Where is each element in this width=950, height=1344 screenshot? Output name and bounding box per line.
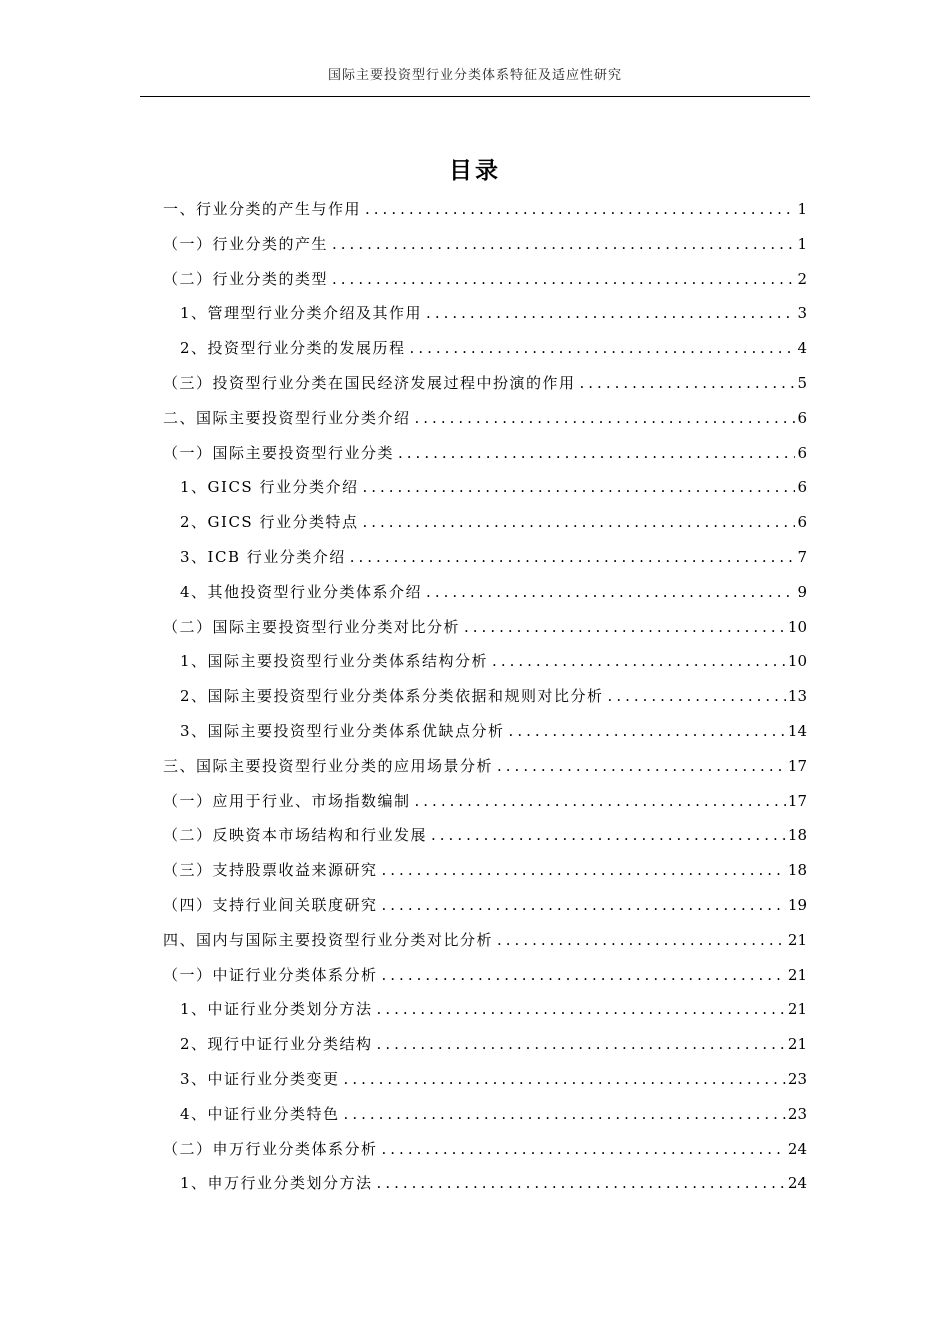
toc-entry[interactable] <box>163 401 807 436</box>
toc-dot-leader <box>382 1132 786 1167</box>
toc-page-number: 24 <box>787 1139 807 1158</box>
toc-entry-text: 3、中证行业分类变更 <box>180 1069 340 1088</box>
toc-entry[interactable] <box>163 331 807 366</box>
toc-entry[interactable] <box>163 958 807 993</box>
toc-dot-leader <box>350 540 796 575</box>
toc-page-number: 9 <box>797 582 807 601</box>
toc-page-number: 1 <box>797 200 807 218</box>
toc-entry[interactable] <box>163 366 807 401</box>
toc-entry[interactable] <box>163 505 807 540</box>
toc-entry[interactable] <box>163 644 807 679</box>
toc-page-number: 6 <box>797 478 807 497</box>
toc-dot-leader <box>580 366 796 401</box>
toc-dot-leader <box>497 749 786 784</box>
toc-dot-leader <box>362 470 795 505</box>
toc-entry-text: （三）投资型行业分类在国民经济发展过程中扮演的作用 <box>163 373 576 392</box>
toc-entry[interactable] <box>163 749 807 784</box>
toc-entry-text: 2、投资型行业分类的发展历程 <box>180 339 406 358</box>
toc-entry-text: 4、中证行业分类特色 <box>180 1104 340 1123</box>
toc-page-number: 17 <box>787 791 807 810</box>
toc-entry-text: 一、行业分类的产生与作用 <box>163 200 362 218</box>
toc-dot-leader <box>426 575 795 610</box>
toc-dot-leader <box>431 818 786 853</box>
toc-page-number: 14 <box>787 721 807 740</box>
toc-entry[interactable] <box>163 853 807 888</box>
toc-dot-leader <box>365 192 795 227</box>
toc-dot-leader <box>344 1097 786 1132</box>
toc-entry[interactable] <box>163 818 807 853</box>
toc-entry-text: 4、其他投资型行业分类体系介绍 <box>180 582 423 601</box>
toc-dot-leader <box>492 644 786 679</box>
toc-entry-text: （二）反映资本市场结构和行业发展 <box>163 826 428 845</box>
toc-page-number: 6 <box>797 443 807 462</box>
toc-entry[interactable] <box>163 784 807 819</box>
toc-entry-text: 1、申万行业分类划分方法 <box>180 1174 373 1193</box>
toc-page-number: 23 <box>787 1104 807 1123</box>
toc-dot-leader <box>410 331 796 366</box>
toc-entry-text: 1、国际主要投资型行业分类体系结构分析 <box>180 652 489 671</box>
toc-entry-text: （四）支持行业间关联度研究 <box>163 895 378 914</box>
toc-page-number: 21 <box>787 930 807 949</box>
toc-entry-text: 1、中证行业分类划分方法 <box>180 1000 373 1019</box>
toc-entry-text: （二）申万行业分类体系分析 <box>163 1139 378 1158</box>
toc-entry[interactable] <box>163 610 807 645</box>
toc-dot-leader <box>382 888 786 923</box>
toc-entry-text: 1、GICS 行业分类介绍 <box>180 478 359 497</box>
toc-dot-leader <box>344 1062 786 1097</box>
toc-dot-leader <box>332 262 795 297</box>
toc-entry[interactable] <box>163 888 807 923</box>
toc-dot-leader <box>382 853 786 888</box>
toc-dot-leader <box>426 296 795 331</box>
toc-dot-leader <box>497 923 786 958</box>
toc-dot-leader <box>509 714 786 749</box>
toc-entry[interactable] <box>163 436 807 471</box>
toc-entry-text: （一）中证行业分类体系分析 <box>163 965 378 984</box>
toc-entry-text: 2、现行中证行业分类结构 <box>180 1035 373 1054</box>
toc-page-number: 10 <box>787 652 807 671</box>
toc-entry[interactable] <box>163 992 807 1027</box>
toc-dot-leader <box>415 784 786 819</box>
toc-dot-leader <box>415 401 796 436</box>
toc-dot-leader <box>377 992 786 1027</box>
toc-page-number: 24 <box>787 1174 807 1193</box>
toc-entry-text: （二）国际主要投资型行业分类对比分析 <box>163 617 461 636</box>
toc-entry[interactable] <box>163 192 807 227</box>
toc-entry[interactable] <box>163 227 807 262</box>
toc-entry-text: 1、管理型行业分类介绍及其作用 <box>180 304 423 323</box>
toc-page-number: 18 <box>787 861 807 880</box>
toc-page-number: 2 <box>797 269 807 288</box>
toc-entry-text: 四、国内与国际主要投资型行业分类对比分析 <box>163 930 494 949</box>
toc-entry[interactable] <box>163 1132 807 1167</box>
running-header: 国际主要投资型行业分类体系特征及适应性研究 <box>327 68 622 83</box>
toc-entry[interactable] <box>163 1166 807 1201</box>
toc-entry[interactable] <box>163 1097 807 1132</box>
toc-entry[interactable] <box>163 262 807 297</box>
toc-entry-text: （一）行业分类的产生 <box>163 234 329 253</box>
toc-page-number: 4 <box>797 339 807 358</box>
toc-entry-text: 2、GICS 行业分类特点 <box>180 513 359 532</box>
toc-entry-text: （三）支持股票收益来源研究 <box>163 861 378 880</box>
toc-dot-leader <box>362 505 795 540</box>
toc-page-number: 23 <box>787 1069 807 1088</box>
toc-dot-leader <box>377 1166 786 1201</box>
toc-entry[interactable] <box>163 1062 807 1097</box>
toc-page-number: 6 <box>797 408 807 427</box>
toc-dot-leader <box>332 227 795 262</box>
toc-page-number: 21 <box>787 1035 807 1054</box>
toc-page-number: 13 <box>787 687 807 706</box>
toc-dot-leader <box>398 436 795 471</box>
toc-page-number: 19 <box>787 895 807 914</box>
toc-page-number: 3 <box>797 304 807 323</box>
toc-entry-text: 2、国际主要投资型行业分类体系分类依据和规则对比分析 <box>180 687 604 706</box>
toc-dot-leader <box>464 610 786 645</box>
toc-page-number: 10 <box>787 617 807 636</box>
toc-page-number: 5 <box>797 373 807 392</box>
toc-dot-leader <box>382 958 786 993</box>
toc-entry[interactable] <box>163 575 807 610</box>
toc-page-number: 18 <box>787 826 807 845</box>
toc-entry-text: （一）应用于行业、市场指数编制 <box>163 791 411 810</box>
toc-title: 目录 <box>449 158 501 184</box>
toc-page-number: 7 <box>797 547 807 566</box>
toc-dot-leader <box>608 679 786 714</box>
toc-entry[interactable] <box>163 540 807 575</box>
toc-page-number: 1 <box>797 234 807 253</box>
toc-entry-text: 二、国际主要投资型行业分类介绍 <box>163 408 411 427</box>
toc-dot-leader <box>377 1027 786 1062</box>
toc-entry[interactable] <box>163 1027 807 1062</box>
toc-entry[interactable] <box>163 923 807 958</box>
toc-page-number: 21 <box>787 965 807 984</box>
toc-page-number: 17 <box>787 756 807 775</box>
toc-entry-text: 三、国际主要投资型行业分类的应用场景分析 <box>163 756 494 775</box>
toc-list <box>163 192 807 1201</box>
toc-entry[interactable] <box>163 714 807 749</box>
toc-entry-text: （二）行业分类的类型 <box>163 269 329 288</box>
toc-entry-text: （一）国际主要投资型行业分类 <box>163 443 395 462</box>
toc-entry-text: 3、ICB 行业分类介绍 <box>180 547 346 566</box>
toc-entry-text: 3、国际主要投资型行业分类体系优缺点分析 <box>180 721 505 740</box>
header-rule <box>140 96 810 97</box>
toc-entry[interactable] <box>163 679 807 714</box>
toc-entry[interactable] <box>163 470 807 505</box>
toc-page-number: 21 <box>787 1000 807 1019</box>
toc-page-number: 6 <box>797 513 807 532</box>
toc-entry[interactable] <box>163 296 807 331</box>
